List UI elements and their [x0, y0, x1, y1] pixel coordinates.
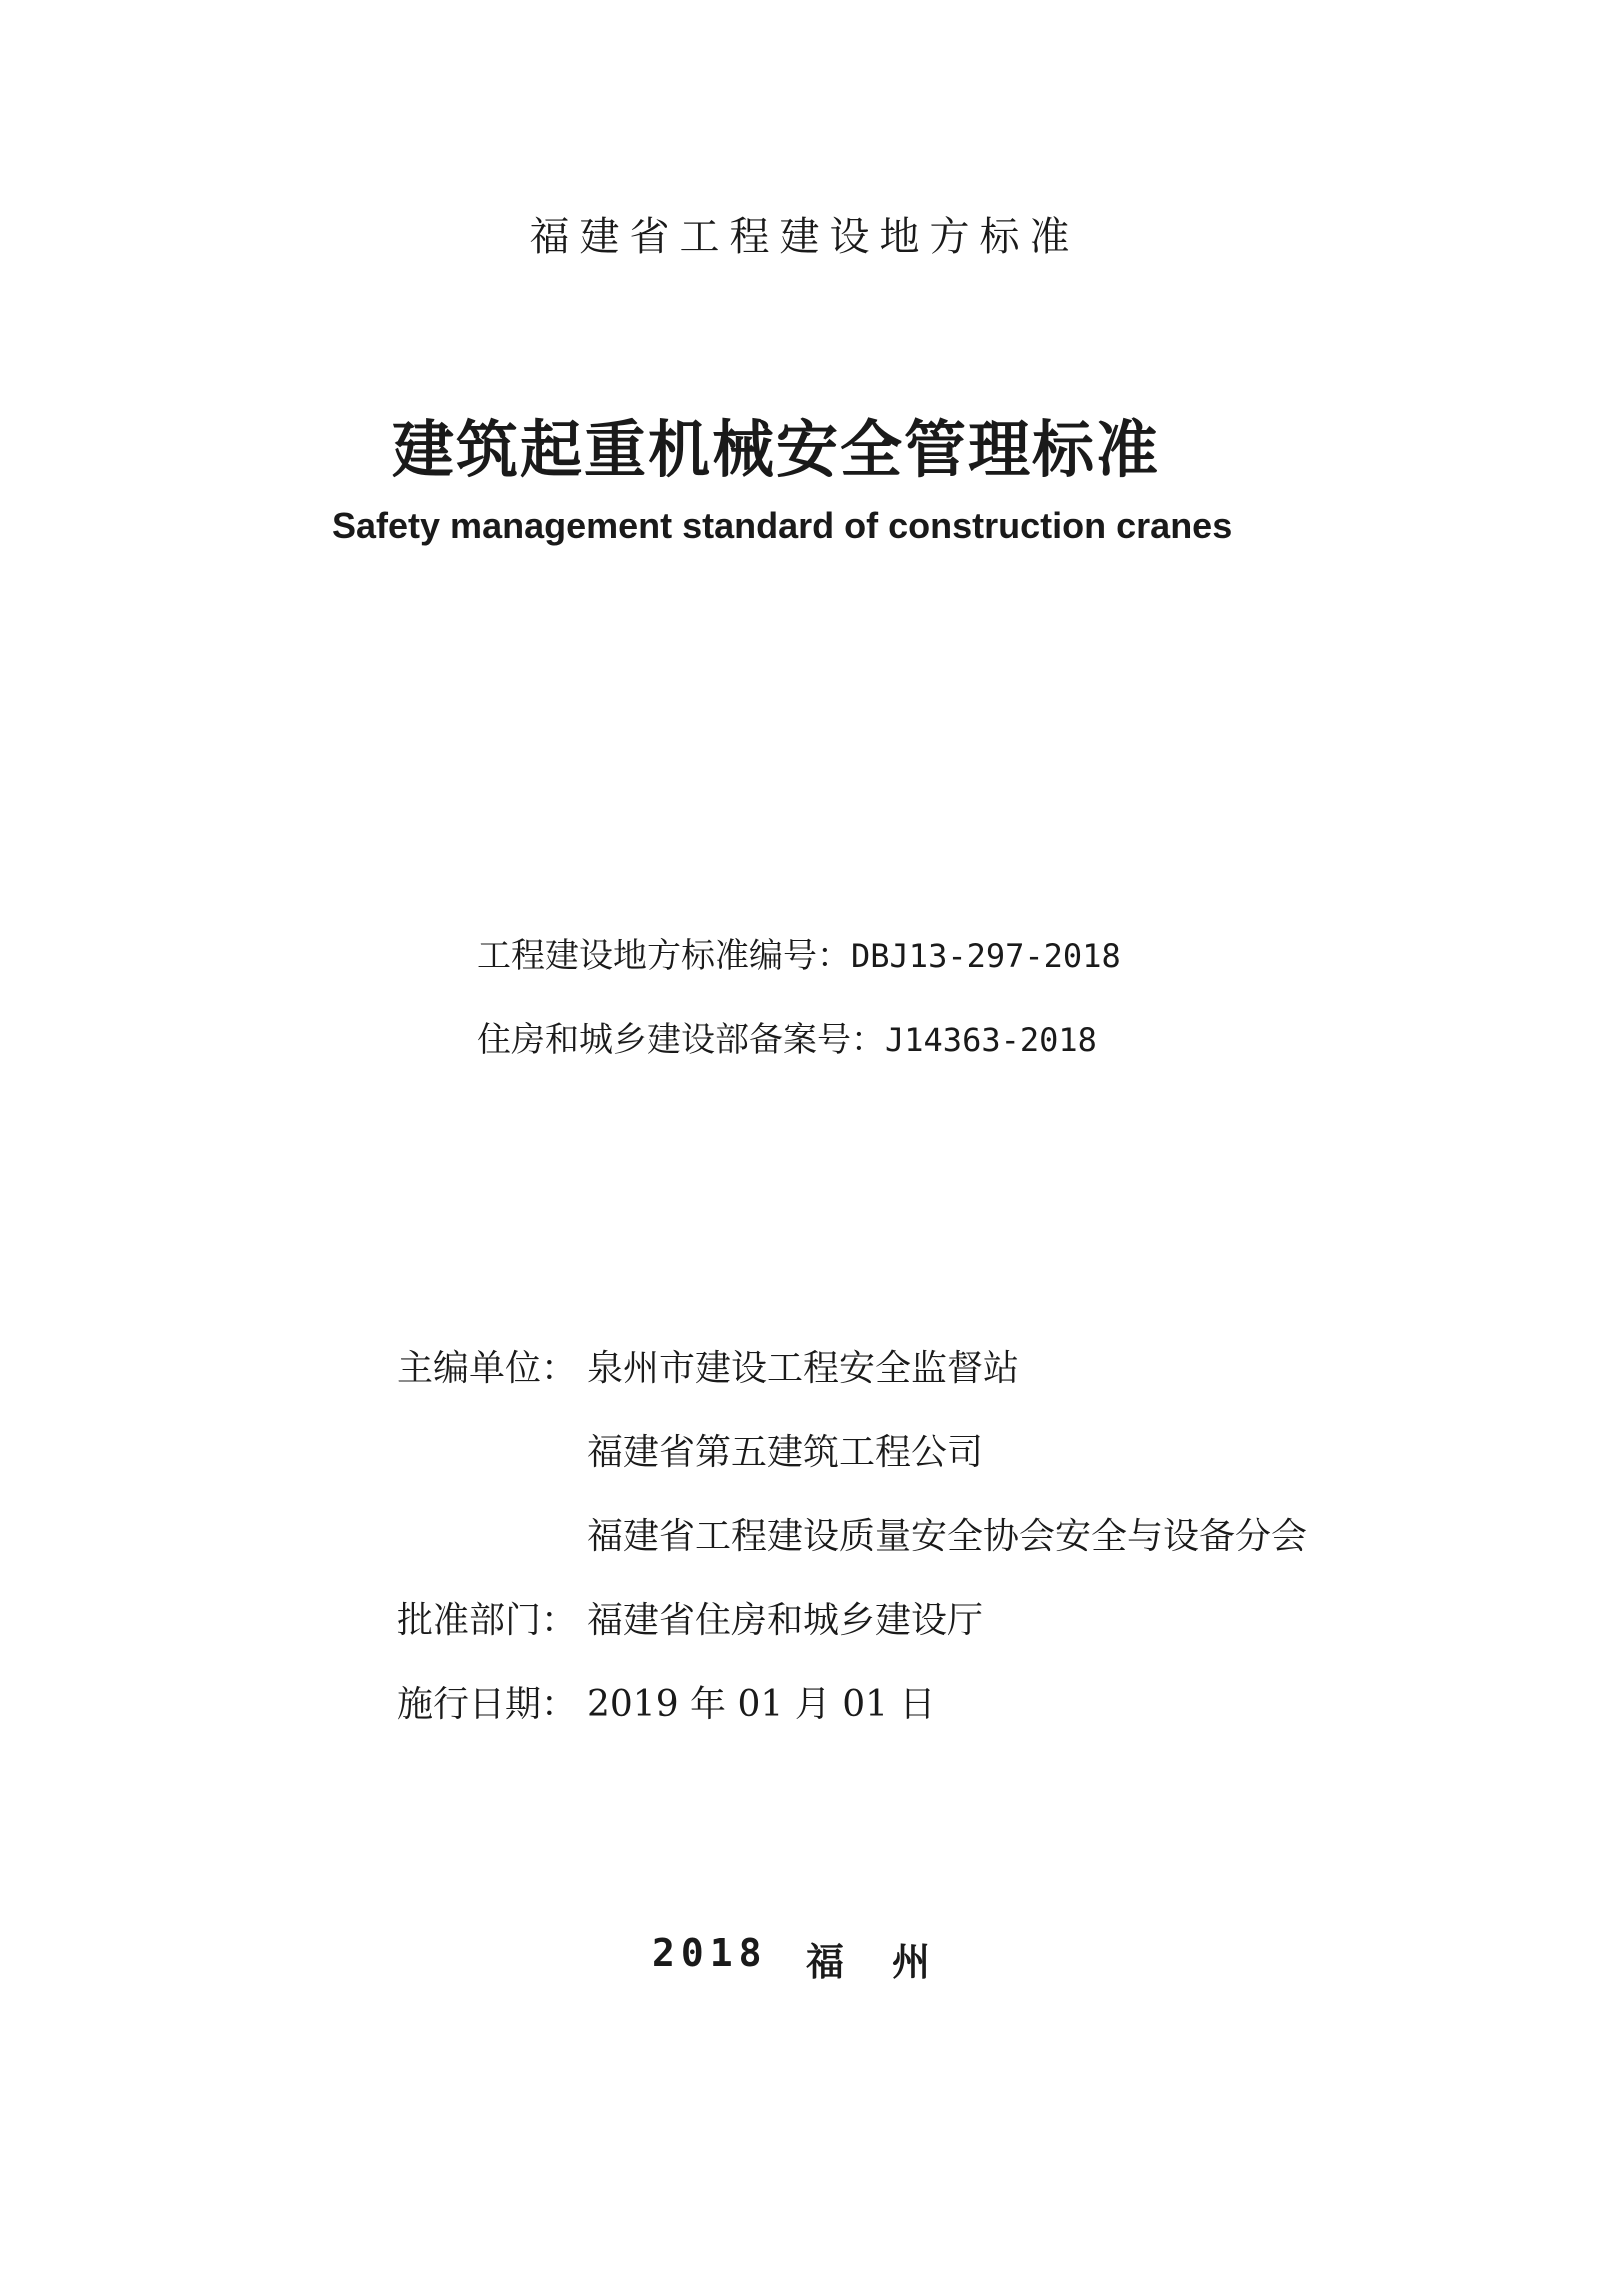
document-title-chinese: 建筑起重机械安全管理标准 — [392, 413, 1161, 486]
effective-date-value: 2019 年 01 月 01 日 — [587, 1684, 936, 1725]
approver-value: 福建省住房和城乡建设厅 — [587, 1600, 984, 1641]
chief-editor-org-3: 福建省工程建设质量安全协会安全与设备分会 — [587, 1516, 1308, 1557]
approver-label: 批准部门： — [397, 1600, 578, 1641]
effective-date-label: 施行日期： — [397, 1684, 578, 1725]
chief-editor-label: 主编单位： — [397, 1348, 578, 1389]
publication-city: 福州 — [806, 1940, 979, 1984]
record-number-line — [477, 1012, 1097, 1061]
record-number-value: J14363-2018 — [885, 1021, 1097, 1059]
document-title-english: Safety management standard of construction cranes — [332, 505, 1233, 546]
chief-editor-org-1: 泉州市建设工程安全监督站 — [587, 1348, 1020, 1389]
chief-editor-org-2: 福建省第五建筑工程公司 — [587, 1432, 984, 1473]
publication-year: 2018 — [652, 1931, 768, 1975]
standard-number-label: 工程建设地方标准编号： — [477, 936, 851, 976]
standard-number-value: DBJ13-297-2018 — [851, 937, 1121, 975]
record-number-label: 住房和城乡建设部备案号： — [477, 1020, 885, 1060]
standard-series-heading: 福建省工程建设地方标准 — [529, 214, 1080, 260]
standard-number-line — [477, 928, 1121, 977]
